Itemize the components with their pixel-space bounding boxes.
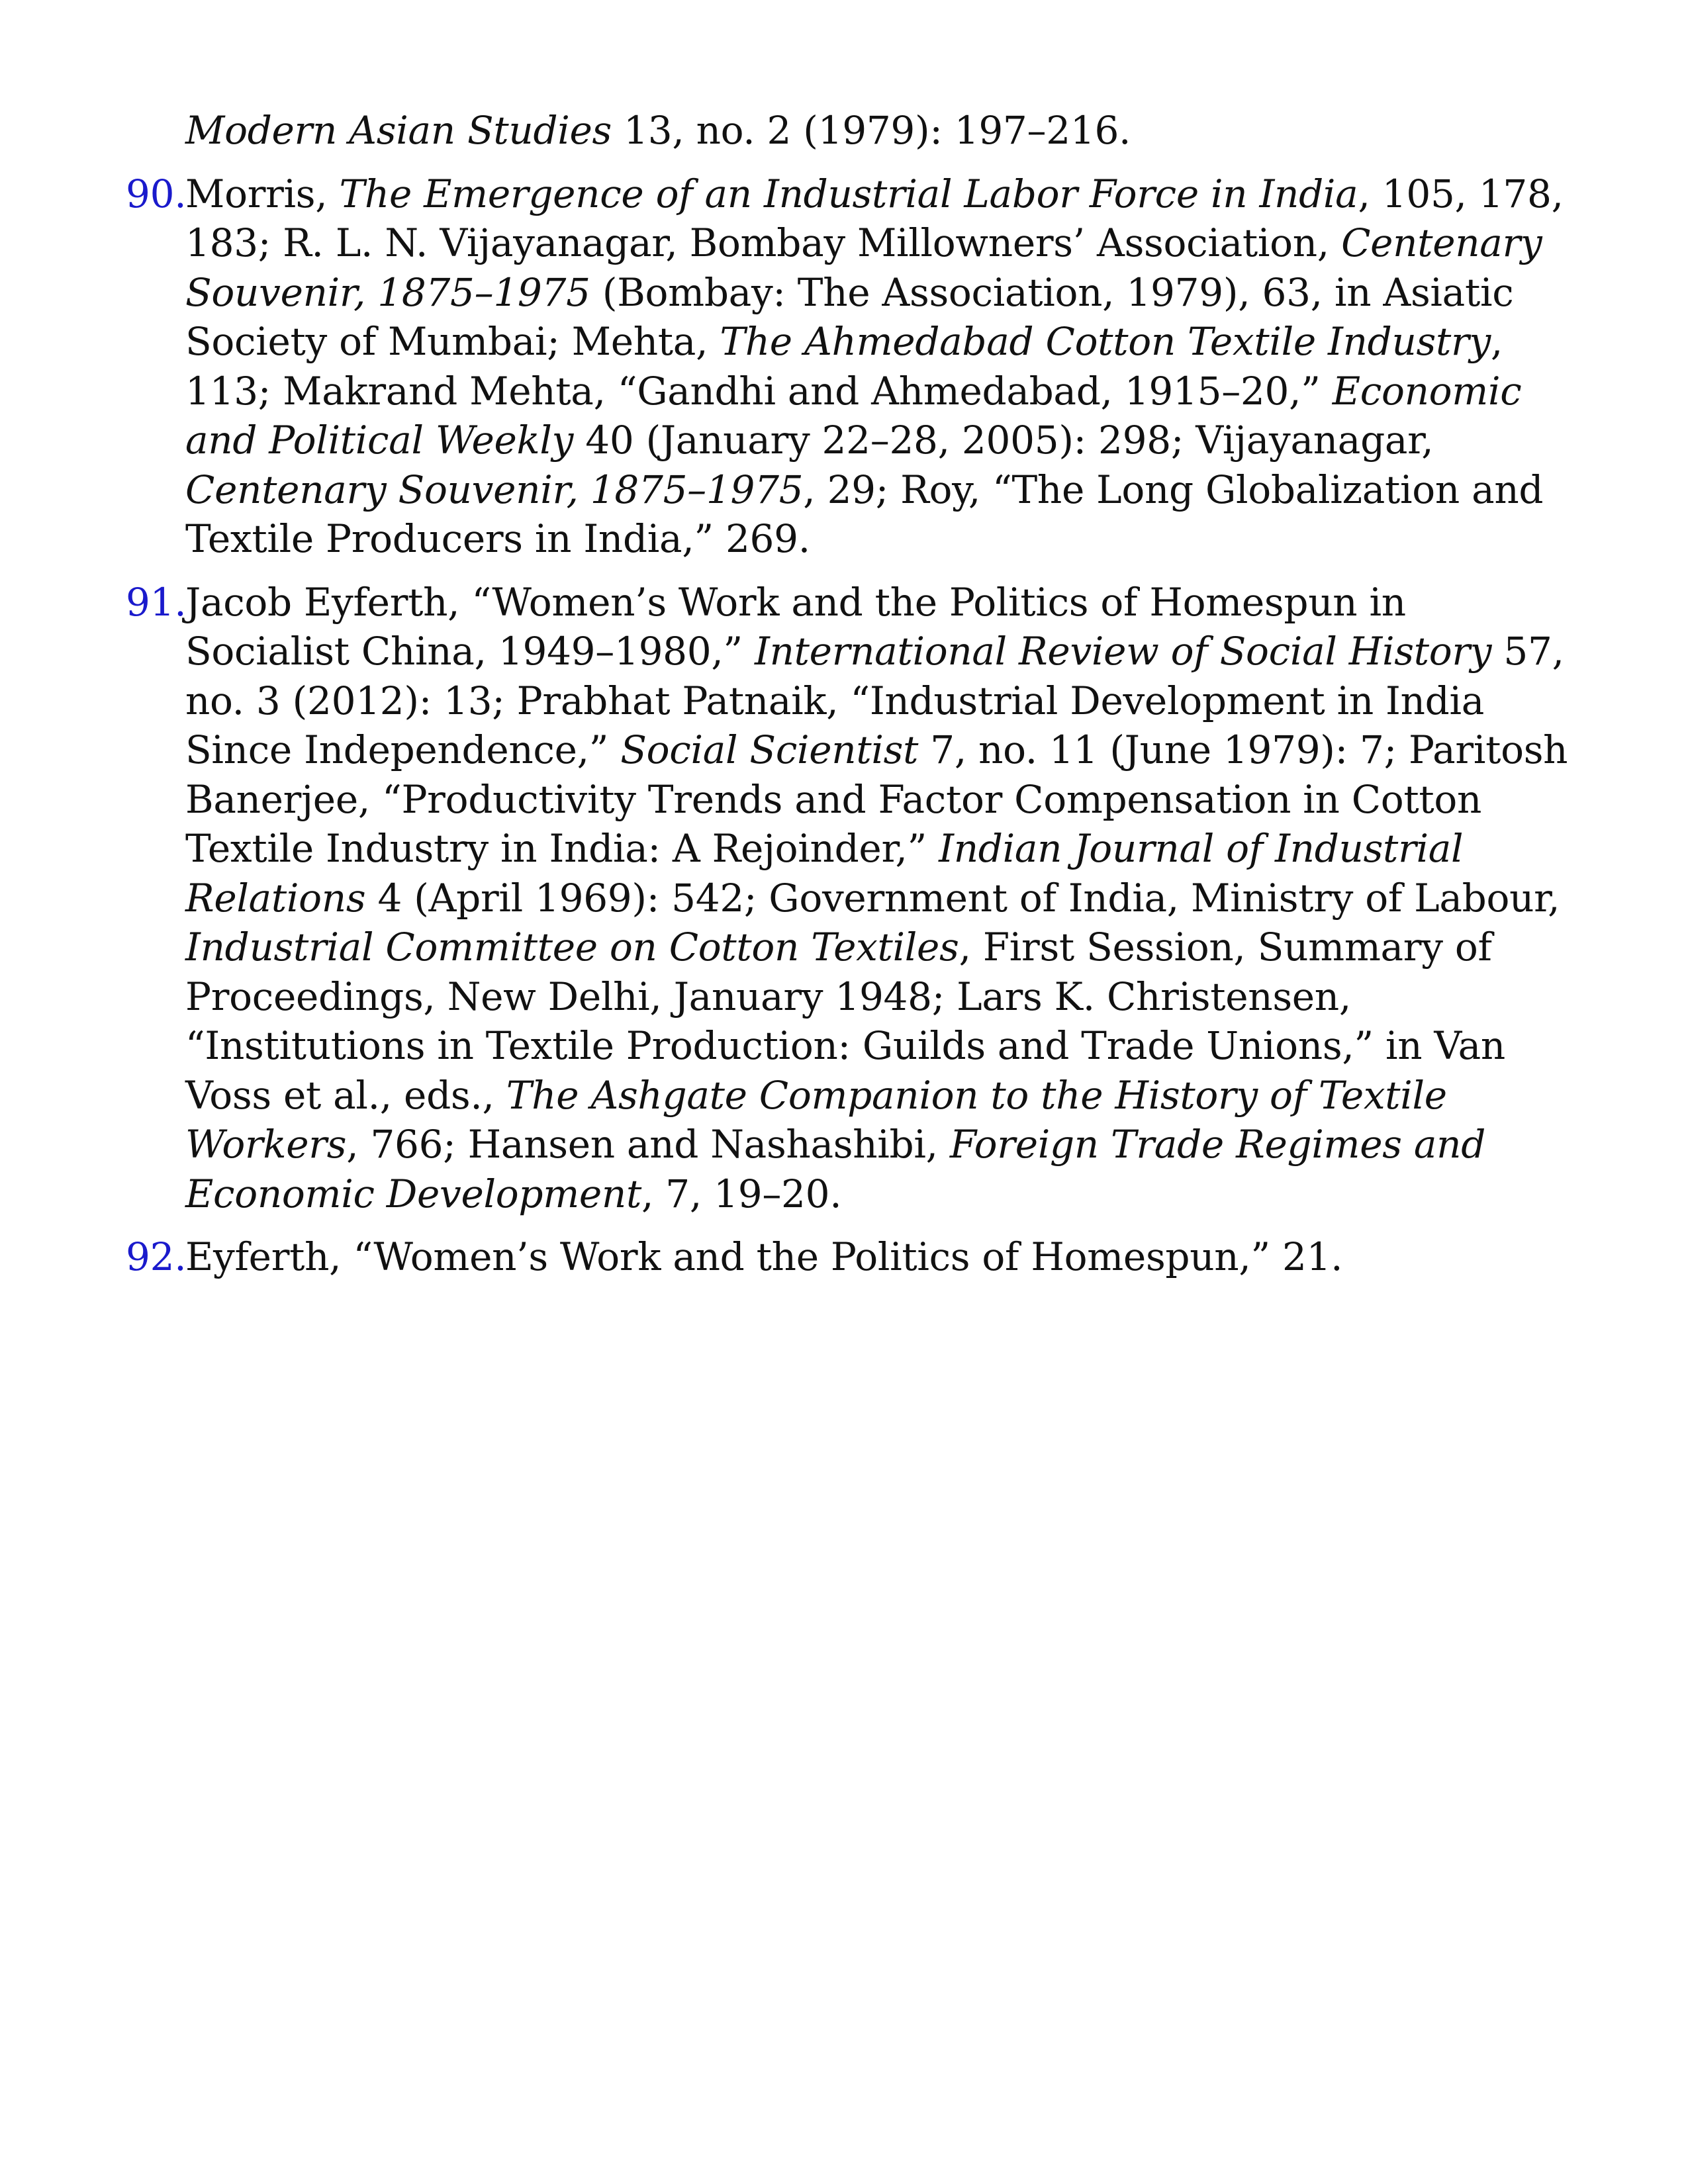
endnote-text	[185, 106, 1569, 156]
book-title: The Ashgate Companion to the History of Textile Workers	[185, 1072, 1447, 1167]
document-title: Industrial Committee on Cotton Textiles	[185, 925, 959, 970]
endnote-text	[185, 169, 1569, 564]
citation-text: , 105, 178, 183; R. L. N. Vijayanagar, Bombay Millowners’ Association,	[185, 171, 1564, 265]
citation-text: , First Session, Summary of Proceedings, New Delhi, January 1948; Lars K. Christensen, “Institutions in Textile Production: Guilds and Trade Unions,” in Van Voss et al., eds.,	[185, 925, 1505, 1118]
endnote-89-continuation	[126, 106, 1569, 156]
citation-text: (Bombay: The Association, 1979), 63, in Asiatic Society of Mumbai; Mehta,	[185, 269, 1514, 364]
citation-text: 4 (April 1969): 542; Government of India, Ministry of Labour,	[365, 875, 1560, 921]
journal-title: Social Scientist	[620, 727, 919, 772]
endnote-text	[185, 1232, 1569, 1282]
book-title: Foreign Trade Regimes and Economic Development	[185, 1122, 1486, 1216]
endnote-91	[126, 578, 1569, 1219]
book-title: Centenary Souvenir, 1875–1975	[185, 467, 804, 512]
endnotes-page	[126, 106, 1569, 1296]
citation-text: 40 (January 22–28, 2005): 298; Vijayanagar,	[573, 418, 1434, 463]
citation-text: , 113; Makrand Mehta, “Gandhi and Ahmedabad, 1915–20,”	[185, 319, 1503, 414]
book-title: The Ahmedabad Cotton Textile Industry	[720, 319, 1491, 364]
book-title: The Emergence of an Industrial Labor Force in India	[339, 171, 1358, 216]
citation-text: , 29; Roy, “The Long Globalization and Textile Producers in India,” 269.	[185, 467, 1544, 561]
journal-title: Modern Asian Studies	[185, 108, 612, 153]
journal-title: International Review of Social History	[755, 629, 1492, 674]
citation-text: 7, no. 11 (June 1979): 7; Paritosh Banerjee, “Productivity Trends and Factor Compensation in Cotton Textile Industry in India: A Rejoinder,”	[185, 727, 1568, 871]
citation-text: Jacob Eyferth, “Women’s Work and the Politics of Homespun in Socialist China, 1949–1980,”	[185, 579, 1406, 674]
book-title: Centenary Souvenir, 1875–1975	[185, 220, 1542, 315]
endnote-number-link[interactable]: 91.	[126, 579, 187, 625]
endnote-90	[126, 169, 1569, 564]
journal-title: Indian Journal of Industrial Relations	[185, 826, 1464, 921]
citation-text: 57, no. 3 (2012): 13; Prabhat Patnaik, “Industrial Development in India Since Independence,”	[185, 629, 1564, 772]
endnote-92	[126, 1232, 1569, 1282]
journal-title: Economic and Political Weekly	[185, 368, 1522, 463]
citation-text: Morris,	[185, 171, 340, 216]
endnote-number-link[interactable]: 92.	[126, 1234, 187, 1279]
citation-text: Eyferth, “Women’s Work and the Politics of Homespun,” 21.	[185, 1234, 1343, 1279]
citation-text: , 7, 19–20.	[641, 1171, 842, 1216]
citation-text: , 766; Hansen and Nashashibi,	[346, 1122, 950, 1167]
citation-text: 13, no. 2 (1979): 197–216.	[612, 108, 1131, 153]
endnote-text	[185, 578, 1569, 1219]
endnote-number-link[interactable]: 90.	[126, 171, 187, 216]
